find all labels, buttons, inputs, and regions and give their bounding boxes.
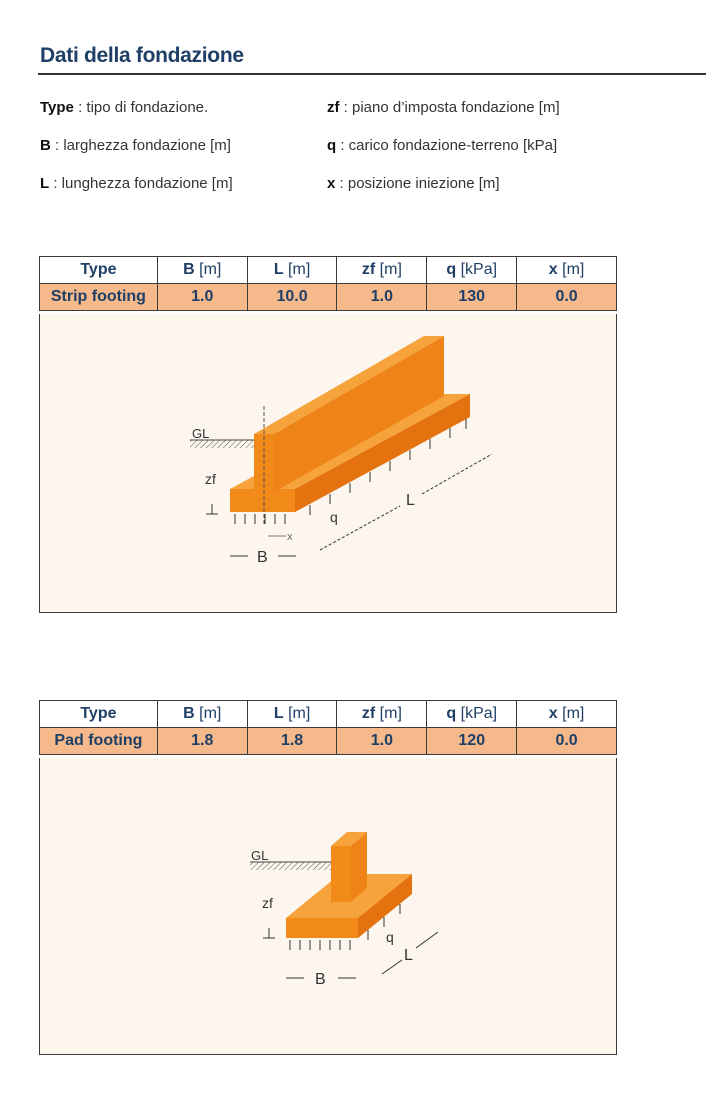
l-label: L (406, 492, 415, 509)
cell-q: 130 (427, 284, 517, 311)
legend-b: B : larghezza fondazione [m] (40, 137, 231, 154)
col-l: L [m] (247, 701, 337, 728)
col-l: L [m] (247, 257, 337, 284)
cell-l: 10.0 (247, 284, 337, 311)
cell-l: 1.8 (247, 728, 337, 755)
legend-q: q : carico fondazione-terreno [kPa] (327, 137, 558, 154)
pad-footing-table (39, 700, 617, 755)
cell-x: 0.0 (517, 728, 617, 755)
pad-footing-diagram-panel (39, 758, 617, 1055)
page-title: Dati della fondazione (40, 44, 244, 67)
col-b: B [m] (157, 701, 247, 728)
col-q: q [kPa] (427, 701, 517, 728)
col-type: Type (40, 257, 158, 284)
col-zf: zf [m] (337, 257, 427, 284)
strip-footing-diagram (40, 314, 616, 612)
legend-zf: zf : piano d’imposta fondazione [m] (327, 99, 560, 116)
pad-footing-diagram (40, 758, 616, 1054)
col-x: x [m] (517, 257, 617, 284)
pad-front (286, 918, 358, 938)
b-label: B (257, 549, 268, 566)
slab-front (230, 489, 295, 512)
q-label: q (386, 929, 394, 945)
col-x: x [m] (517, 701, 617, 728)
strip-footing-diagram-panel (39, 314, 617, 613)
l-dim-a (382, 960, 402, 974)
cell-q: 120 (427, 728, 517, 755)
l-label: L (404, 947, 413, 964)
table-row (40, 728, 617, 755)
cell-b: 1.0 (157, 284, 247, 311)
col-q: q [kPa] (427, 257, 517, 284)
zf-label: zf (262, 895, 273, 911)
col-b: B [m] (157, 257, 247, 284)
l-dim-b (416, 932, 438, 948)
table-header-row (40, 701, 617, 728)
cell-type: Pad footing (40, 728, 158, 755)
cell-zf: 1.0 (337, 728, 427, 755)
q-label: q (330, 509, 338, 525)
ground-hatch (190, 440, 254, 448)
strip-footing-table (39, 256, 617, 311)
zf-label: zf (205, 471, 216, 487)
gl-label: GL (251, 848, 269, 863)
l-dim-b (422, 454, 492, 494)
b-label: B (315, 971, 326, 988)
table-header-row (40, 257, 617, 284)
table-row (40, 284, 617, 311)
title-divider (38, 73, 706, 75)
legend-type: Type : tipo di fondazione. (40, 99, 209, 116)
legend-l: L : lunghezza fondazione [m] (40, 175, 233, 192)
cell-x: 0.0 (517, 284, 617, 311)
col-type: Type (40, 701, 158, 728)
cell-b: 1.8 (157, 728, 247, 755)
gl-label: GL (192, 426, 210, 441)
legend-x: x : posizione iniezione [m] (327, 175, 500, 192)
column-front (331, 846, 351, 902)
cell-zf: 1.0 (337, 284, 427, 311)
ground-hatch (250, 862, 332, 870)
cell-type: Strip footing (40, 284, 158, 311)
x-label: x (287, 531, 293, 543)
col-zf: zf [m] (337, 701, 427, 728)
